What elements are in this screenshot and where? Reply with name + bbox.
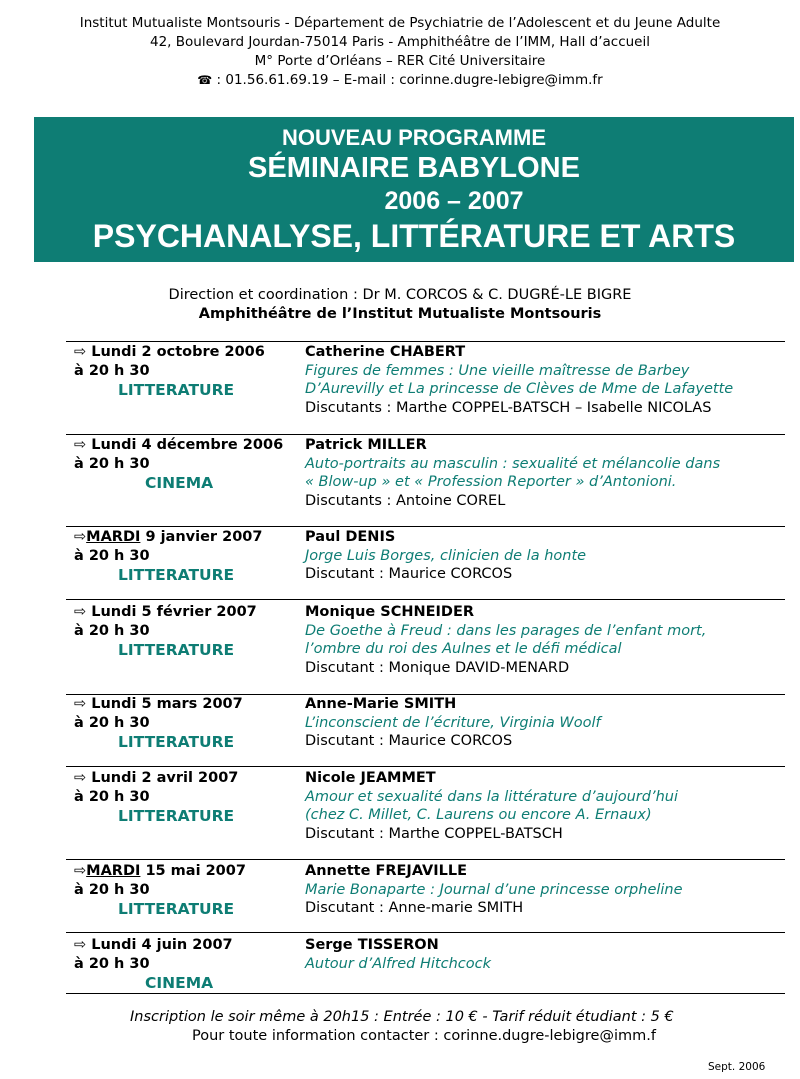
- session-details: [305, 603, 785, 677]
- divider: [66, 859, 785, 860]
- session-date: 5 mars 2007: [136, 696, 243, 712]
- session-date-block: [74, 528, 304, 585]
- arrow-right-icon: ⇨: [74, 437, 87, 453]
- banner-subtitle: NOUVEAU PROGRAMME: [281, 125, 546, 150]
- session-details: [305, 343, 785, 417]
- session-date-block: [74, 603, 304, 660]
- session-discussants: Discutant : Maurice CORCOS: [305, 566, 513, 583]
- session-date-block: [74, 343, 304, 400]
- document-date: Sept. 2006: [708, 1061, 766, 1073]
- session-details: [305, 936, 785, 973]
- session-time: à 20 h 30: [74, 881, 150, 898]
- session-time: à 20 h 30: [74, 362, 150, 379]
- session-time: à 20 h 30: [74, 788, 150, 805]
- coordination: Direction et coordination : Dr M. CORCOS & C. DUGRÉ-LE BIGRE: [168, 287, 632, 303]
- banner-title: SÉMINAIRE BABYLONE: [248, 152, 580, 184]
- banner-theme: PSYCHANALYSE, LITTÉRATURE ET ARTS: [92, 218, 736, 254]
- transport: M° Porte d’Orléans – RER Cité Universitaire: [254, 53, 546, 69]
- divider: [66, 434, 785, 435]
- session-time: à 20 h 30: [74, 455, 150, 472]
- session-day: Lundi: [86, 770, 137, 786]
- address: 42, Boulevard Jourdan-75014 Paris - Amphithéâtre de l’IMM, Hall d’accueil: [149, 34, 650, 50]
- session-title-line-2: D’Aurevilly et La princesse de Clèves de Mme de Lafayette: [305, 381, 734, 398]
- arrow-right-icon: ⇨: [74, 937, 87, 953]
- session-title-line-1: L’inconscient de l’écriture, Virginia Woolf: [305, 714, 601, 731]
- session-date: 15 mai 2007: [140, 863, 246, 879]
- arrow-right-icon: ⇨: [74, 770, 87, 786]
- session-title-line-1: Autour d’Alfred Hitchcock: [305, 955, 491, 972]
- session-speaker: Anne-Marie SMITH: [305, 696, 457, 712]
- session-speaker: Paul DENIS: [305, 529, 396, 545]
- session-details: [305, 862, 785, 918]
- banner-years: 2006 – 2007: [384, 187, 524, 215]
- session-details: [305, 695, 785, 751]
- session-date-block: [74, 769, 304, 826]
- session-day: MARDI: [86, 529, 141, 545]
- divider: [66, 766, 785, 767]
- session-category: LITTERATURE: [118, 900, 235, 919]
- session-title-line-1: Amour et sexualité dans la littérature d’aujourd’hui: [305, 788, 678, 805]
- session-speaker: Monique SCHNEIDER: [305, 604, 475, 620]
- registration-info: Inscription le soir même à 20h15 : Entrée : 10 € - Tarif réduit étudiant : 5 €: [130, 1009, 674, 1025]
- session-category: LITTERATURE: [118, 641, 235, 660]
- divider: [66, 599, 785, 600]
- divider: [66, 932, 785, 933]
- session-category: LITTERATURE: [118, 381, 235, 400]
- session-speaker: Nicole JEAMMET: [305, 770, 436, 786]
- session-date: 4 juin 2007: [136, 937, 233, 953]
- page-header: [0, 14, 800, 90]
- arrow-right-icon: ⇨: [74, 696, 87, 712]
- contact-line: [0, 71, 800, 90]
- session-title-line-2: (chez C. Millet, C. Laurens ou encore A. Ernaux): [305, 807, 652, 824]
- title-banner: [34, 117, 794, 262]
- session-title-line-1: Marie Bonaparte : Journal d’une princesse orpheline: [305, 881, 683, 898]
- session-discussants: Discutant : Monique DAVID-MENARD: [305, 659, 570, 676]
- session-category: LITTERATURE: [118, 733, 235, 752]
- divider: [66, 993, 785, 994]
- session-date-block: [74, 695, 304, 752]
- session-date-block: [74, 862, 304, 919]
- arrow-right-icon: ⇨: [74, 529, 87, 545]
- venue: Amphithéâtre de l’Institut Mutualiste Montsouris: [198, 306, 602, 322]
- session-speaker: Catherine CHABERT: [305, 344, 466, 360]
- contact-text: : 01.56.61.69.19 – E-mail : corinne.dugre-lebigre@imm.fr: [212, 72, 603, 88]
- session-date: 9 janvier 2007: [140, 529, 263, 545]
- session-title-line-1: Auto-portraits au masculin : sexualité et mélancolie dans: [305, 455, 721, 472]
- session-speaker: Serge TISSERON: [305, 937, 439, 953]
- session-details: [305, 769, 785, 843]
- session-date-block: [74, 936, 304, 993]
- session-discussants: Discutants : Marthe COPPEL-BATSCH – Isabelle NICOLAS: [305, 399, 712, 416]
- session-time: à 20 h 30: [74, 955, 150, 972]
- session-time: à 20 h 30: [74, 547, 150, 564]
- session-day: Lundi: [86, 604, 137, 620]
- session-title-line-2: l’ombre du roi des Aulnes et le défi médical: [305, 641, 622, 658]
- session-discussants: Discutants : Antoine COREL: [305, 492, 506, 509]
- contact-info: Pour toute information contacter : corinne.dugre-lebigre@imm.f: [192, 1028, 656, 1044]
- session-date: 2 octobre 2006: [136, 344, 265, 360]
- session-details: [305, 436, 785, 510]
- session-time: à 20 h 30: [74, 622, 150, 639]
- session-speaker: Patrick MILLER: [305, 437, 427, 453]
- session-date: 5 février 2007: [136, 604, 257, 620]
- session-discussants: Discutant : Anne-marie SMITH: [305, 900, 524, 917]
- session-details: [305, 528, 785, 584]
- session-category: CINEMA: [145, 474, 214, 493]
- session-date-block: [74, 436, 304, 493]
- session-speaker: Annette FREJAVILLE: [305, 863, 468, 879]
- session-category: CINEMA: [145, 974, 214, 993]
- session-discussants: Discutant : Marthe COPPEL-BATSCH: [305, 825, 563, 842]
- arrow-right-icon: ⇨: [74, 344, 87, 360]
- session-day: Lundi: [86, 437, 137, 453]
- session-category: LITTERATURE: [118, 566, 235, 585]
- divider: [66, 526, 785, 527]
- direction-block: [0, 286, 800, 324]
- institution-name: Institut Mutualiste Montsouris - Département de Psychiatrie de l’Adolescent et du Jeune Adulte: [79, 15, 721, 31]
- session-title-line-1: Jorge Luis Borges, clinicien de la honte: [305, 547, 587, 564]
- session-title-line-1: De Goethe à Freud : dans les parages de l’enfant mort,: [305, 622, 707, 639]
- footer: [0, 1008, 800, 1046]
- session-time: à 20 h 30: [74, 714, 150, 731]
- telephone-icon: ☎: [197, 73, 213, 87]
- divider: [66, 341, 785, 342]
- session-day: Lundi: [86, 344, 137, 360]
- session-title-line-1: Figures de femmes : Une vieille maîtresse de Barbey: [305, 362, 690, 379]
- session-category: LITTERATURE: [118, 807, 235, 826]
- arrow-right-icon: ⇨: [74, 863, 87, 879]
- session-date: 2 avril 2007: [136, 770, 239, 786]
- session-title-line-2: « Blow-up » et « Profession Reporter » d’Antonioni.: [305, 474, 677, 491]
- session-discussants: Discutant : Maurice CORCOS: [305, 733, 513, 750]
- session-day: MARDI: [86, 863, 141, 879]
- arrow-right-icon: ⇨: [74, 604, 87, 620]
- session-date: 4 décembre 2006: [136, 437, 284, 453]
- session-day: Lundi: [86, 696, 137, 712]
- session-day: Lundi: [86, 937, 137, 953]
